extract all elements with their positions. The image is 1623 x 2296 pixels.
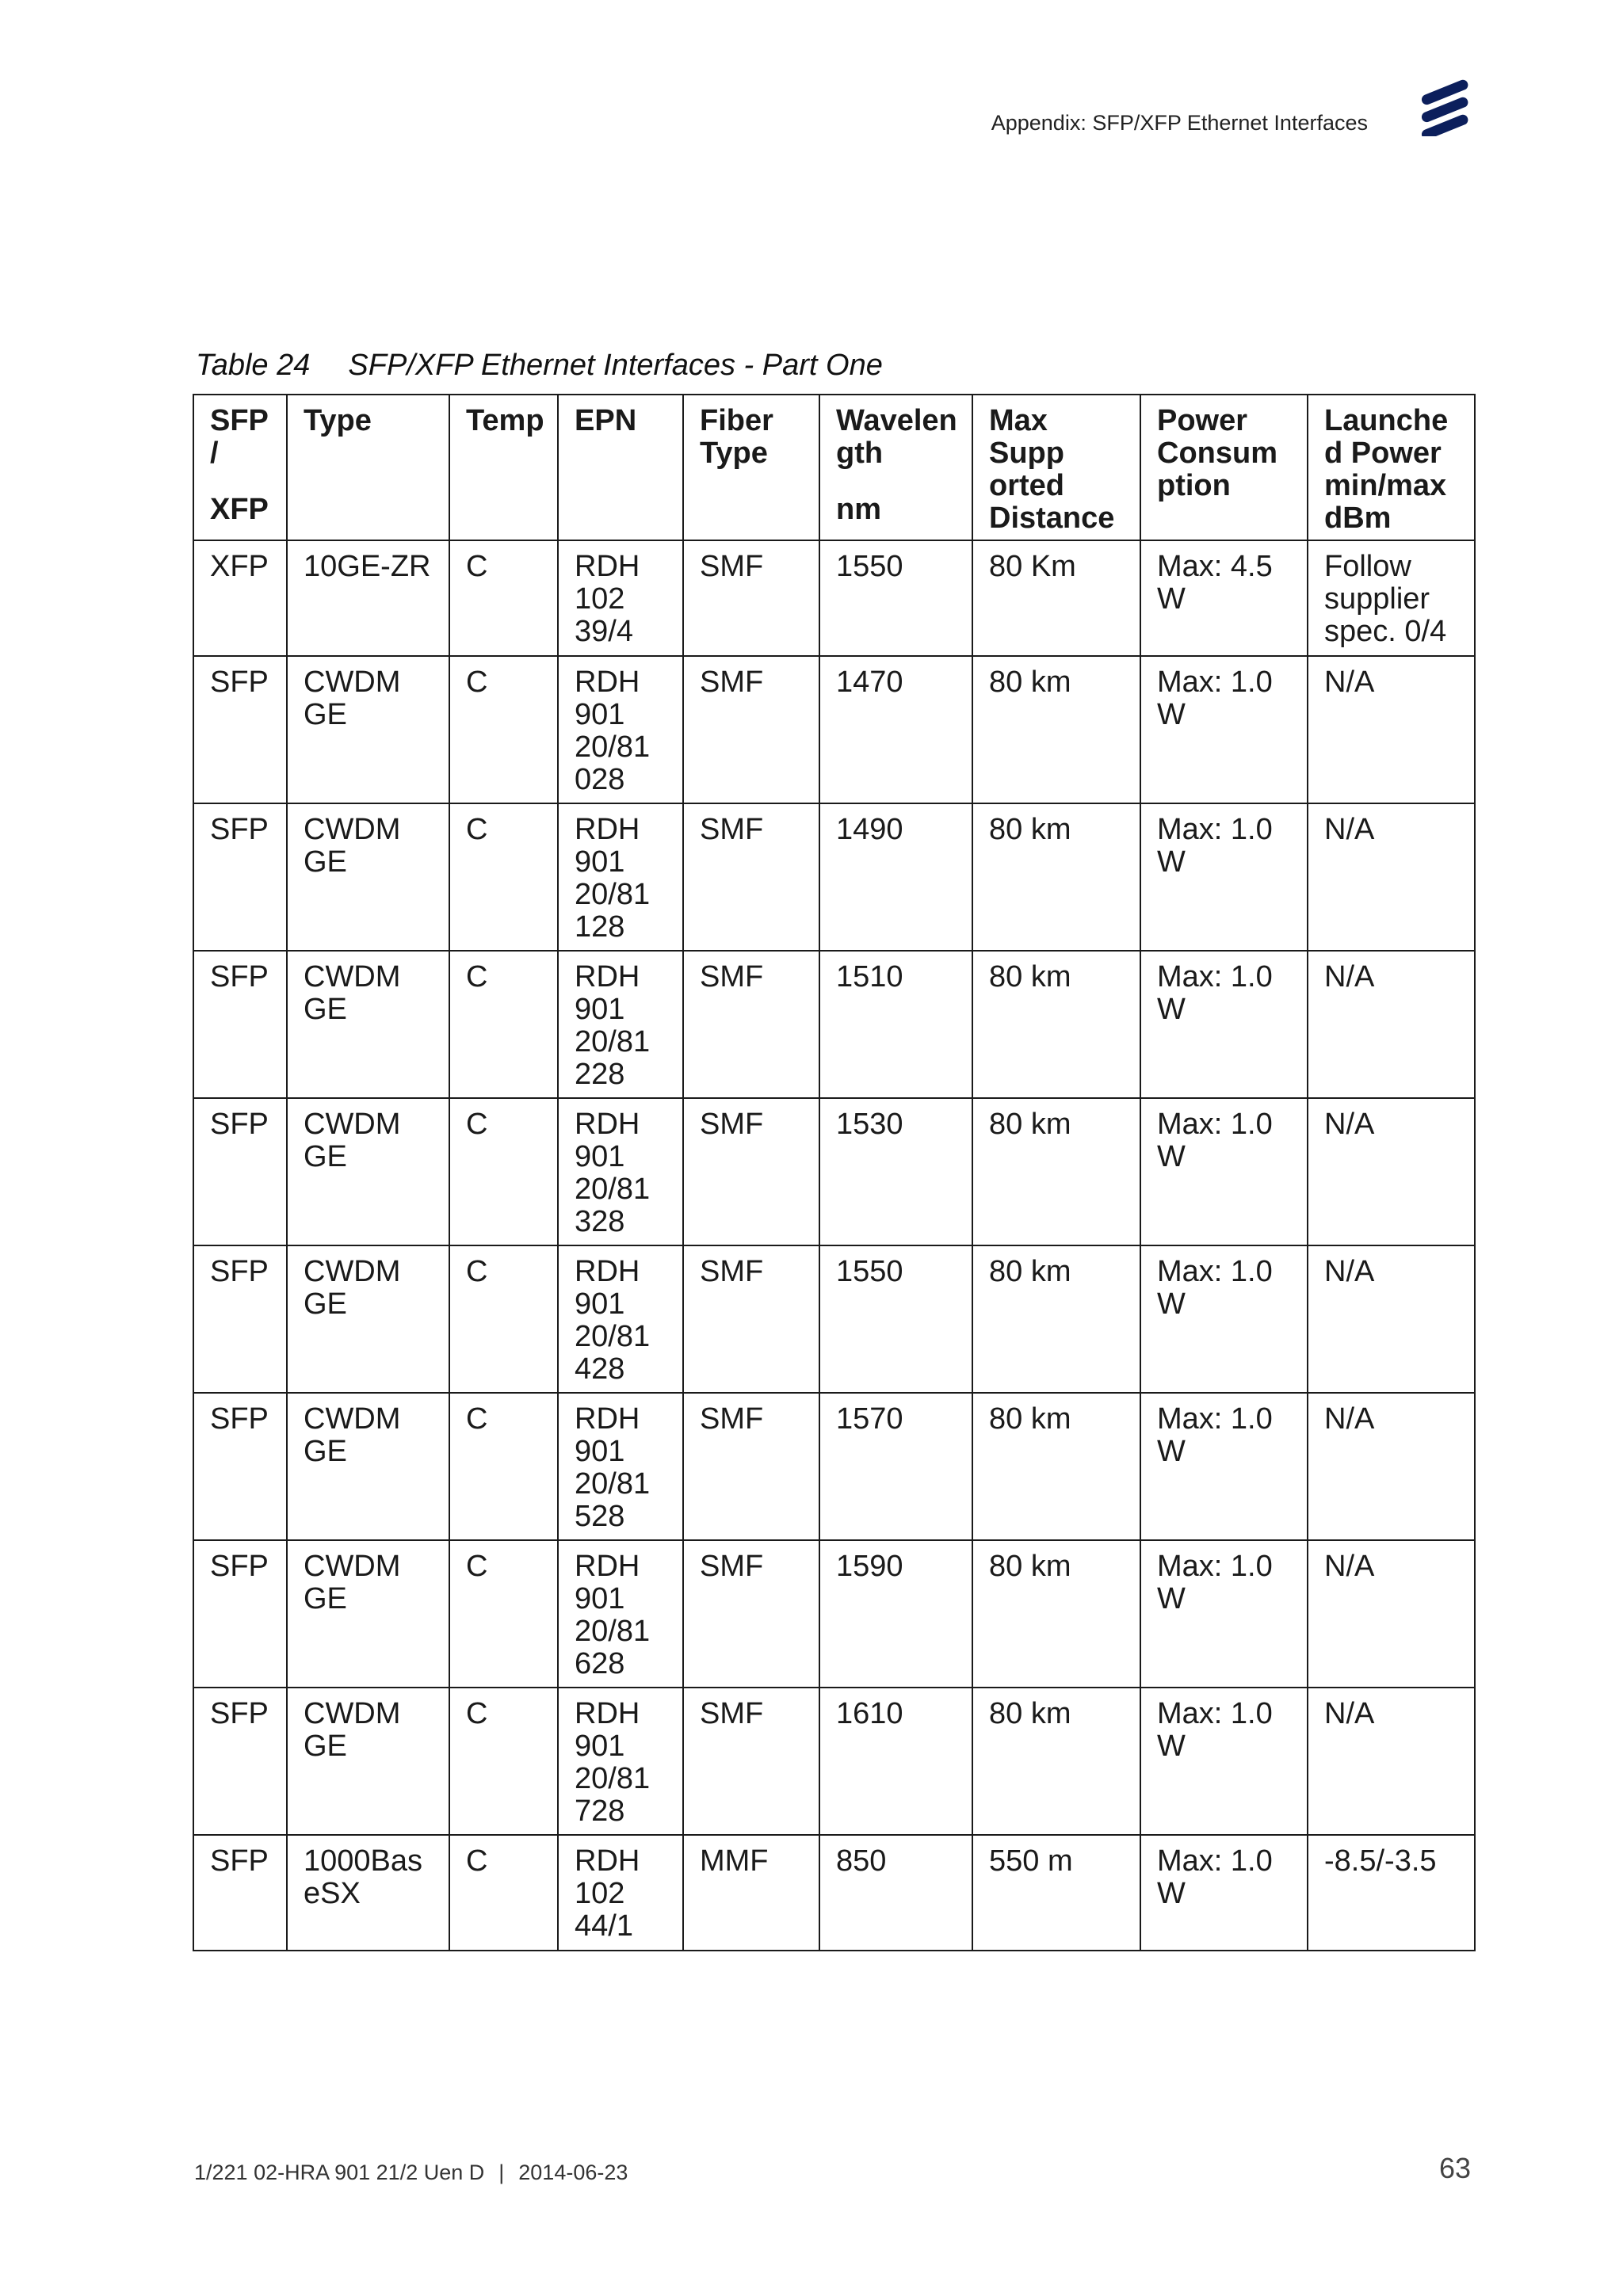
table-cell: SMF (683, 1540, 819, 1688)
table-cell: 1570 (819, 1393, 972, 1540)
column-header-label: Max Supp orted Distance (989, 404, 1115, 535)
table-cell: RDH 901 20/81 528 (558, 1393, 683, 1540)
table-cell: RDH 102 44/1 (558, 1835, 683, 1951)
table-cell: C (449, 540, 558, 656)
table-row (193, 1688, 1475, 1835)
table-cell: SFP (193, 656, 287, 803)
table-cell: CWDM GE (287, 1245, 449, 1393)
ericsson-logo-icon (1419, 71, 1471, 136)
table-cell: SMF (683, 656, 819, 803)
table-cell: Max: 1.0 W (1140, 656, 1308, 803)
table-cell: Max: 1.0 W (1140, 1098, 1308, 1245)
column-header-sublabel: nm (836, 493, 881, 526)
table-cell: 1550 (819, 1245, 972, 1393)
table-cell: 850 (819, 1835, 972, 1951)
table-cell: 1510 (819, 951, 972, 1098)
footer-date: 2014-06-23 (518, 2161, 628, 2184)
table-cell: 80 km (972, 1540, 1140, 1688)
table-cell: SFP (193, 1098, 287, 1245)
table-cell: Max: 1.0 W (1140, 1245, 1308, 1393)
table-row (193, 803, 1475, 951)
column-header-label: Type (304, 404, 372, 437)
table-cell: CWDM GE (287, 803, 449, 951)
column-header-label: Launche d Power min/max dBm (1324, 404, 1449, 535)
table-cell: Max: 1.0 W (1140, 1688, 1308, 1835)
table-cell: RDH 901 20/81 328 (558, 1098, 683, 1245)
table-cell: C (449, 951, 558, 1098)
column-header-label: Temp (466, 404, 544, 437)
table-cell: 80 km (972, 803, 1140, 951)
table-cell: SFP (193, 1540, 287, 1688)
table-cell: CWDM GE (287, 951, 449, 1098)
table-cell: RDH 102 39/4 (558, 540, 683, 656)
table-cell: -8.5/-3.5 (1308, 1835, 1475, 1951)
table-cell: 80 km (972, 951, 1140, 1098)
table-cell: SFP (193, 803, 287, 951)
table-cell: CWDM GE (287, 1393, 449, 1540)
table-cell: XFP (193, 540, 287, 656)
table-cell: SFP (193, 1835, 287, 1951)
table-cell: 1610 (819, 1688, 972, 1835)
footer-doc-info (194, 2161, 628, 2185)
column-header-label: Fiber Type (700, 404, 773, 470)
column-header (449, 395, 558, 540)
table-cell: N/A (1308, 1540, 1475, 1688)
table-cell: RDH 901 20/81 228 (558, 951, 683, 1098)
footer-doc-number: 1/221 02-HRA 901 21/2 Uen D (194, 2161, 485, 2184)
table-cell: 1470 (819, 656, 972, 803)
table-cell: SFP (193, 1393, 287, 1540)
table-cell: SMF (683, 1245, 819, 1393)
table-cell: 1000Bas eSX (287, 1835, 449, 1951)
table-cell: SFP (193, 1245, 287, 1393)
table-row (193, 1540, 1475, 1688)
table-row (193, 1393, 1475, 1540)
table-cell: C (449, 1245, 558, 1393)
sfp-xfp-interfaces-table (193, 394, 1476, 1951)
column-header-label: Power Consum ption (1157, 404, 1277, 502)
table-cell: 550 m (972, 1835, 1140, 1951)
table-cell: Follow supplier spec. 0/4 (1308, 540, 1475, 656)
table-cell: SMF (683, 1393, 819, 1540)
table-cell: C (449, 1835, 558, 1951)
table-row (193, 951, 1475, 1098)
running-header: Appendix: SFP/XFP Ethernet Interfaces (991, 111, 1368, 135)
column-header-label: EPN (575, 404, 637, 437)
table-cell: 1550 (819, 540, 972, 656)
table-cell: MMF (683, 1835, 819, 1951)
column-header (193, 395, 287, 540)
table-cell: RDH 901 20/81 728 (558, 1688, 683, 1835)
table-cell: Max: 4.5 W (1140, 540, 1308, 656)
table-cell: Max: 1.0 W (1140, 1835, 1308, 1951)
table-row (193, 1245, 1475, 1393)
footer-separator: | (498, 2161, 505, 2184)
table-cell: N/A (1308, 1245, 1475, 1393)
table-cell: N/A (1308, 656, 1475, 803)
table-cell: SMF (683, 1098, 819, 1245)
table-caption (196, 349, 883, 383)
table-cell: SMF (683, 540, 819, 656)
table-cell: C (449, 1393, 558, 1540)
column-header (972, 395, 1140, 540)
column-header (683, 395, 819, 540)
column-header (287, 395, 449, 540)
table-cell: C (449, 1540, 558, 1688)
table-cell: 1530 (819, 1098, 972, 1245)
table-row (193, 1835, 1475, 1951)
table-cell: C (449, 1688, 558, 1835)
table-caption-label: Table 24 (196, 349, 311, 382)
table-cell: SMF (683, 803, 819, 951)
table-cell: RDH 901 20/81 428 (558, 1245, 683, 1393)
page-number: 63 (1438, 2152, 1471, 2184)
table-cell: N/A (1308, 1098, 1475, 1245)
column-header-sublabel: XFP (210, 493, 269, 526)
table-body (193, 540, 1475, 1951)
column-header-label: SFP/ (210, 404, 269, 470)
table-cell: RDH 901 20/81 628 (558, 1540, 683, 1688)
table-cell: SMF (683, 1688, 819, 1835)
table-row (193, 540, 1475, 656)
table-cell: CWDM GE (287, 1540, 449, 1688)
table-cell: 80 km (972, 1393, 1140, 1540)
table-cell: CWDM GE (287, 656, 449, 803)
table-cell: 80 km (972, 1688, 1140, 1835)
table-cell: Max: 1.0 W (1140, 1393, 1308, 1540)
table-cell: CWDM GE (287, 1688, 449, 1835)
table-cell: CWDM GE (287, 1098, 449, 1245)
table-cell: RDH 901 20/81 028 (558, 656, 683, 803)
table-cell: N/A (1308, 803, 1475, 951)
table-cell: 10GE-ZR (287, 540, 449, 656)
table-cell: 80 km (972, 1098, 1140, 1245)
table-cell: SFP (193, 951, 287, 1098)
table-cell: SFP (193, 1688, 287, 1835)
table-header-row (193, 395, 1475, 540)
table-cell: SMF (683, 951, 819, 1098)
column-header (558, 395, 683, 540)
table-cell: RDH 901 20/81 128 (558, 803, 683, 951)
table-row (193, 656, 1475, 803)
column-header (1308, 395, 1475, 540)
table-cell: Max: 1.0 W (1140, 1540, 1308, 1688)
table-cell: Max: 1.0 W (1140, 803, 1308, 951)
column-header (1140, 395, 1308, 540)
table-cell: 1490 (819, 803, 972, 951)
table-row (193, 1098, 1475, 1245)
table-cell: C (449, 1098, 558, 1245)
table-cell: N/A (1308, 1688, 1475, 1835)
table-cell: C (449, 656, 558, 803)
table-cell: N/A (1308, 1393, 1475, 1540)
table-cell: 80 km (972, 656, 1140, 803)
table-cell: 1590 (819, 1540, 972, 1688)
column-header-label: Wavelen gth (836, 404, 957, 470)
table-cell: 80 km (972, 1245, 1140, 1393)
table-cell: C (449, 803, 558, 951)
column-header (819, 395, 972, 540)
table-cell: N/A (1308, 951, 1475, 1098)
table-cell: 80 Km (972, 540, 1140, 656)
table-cell: Max: 1.0 W (1140, 951, 1308, 1098)
table-caption-title: SFP/XFP Ethernet Interfaces - Part One (348, 349, 883, 382)
